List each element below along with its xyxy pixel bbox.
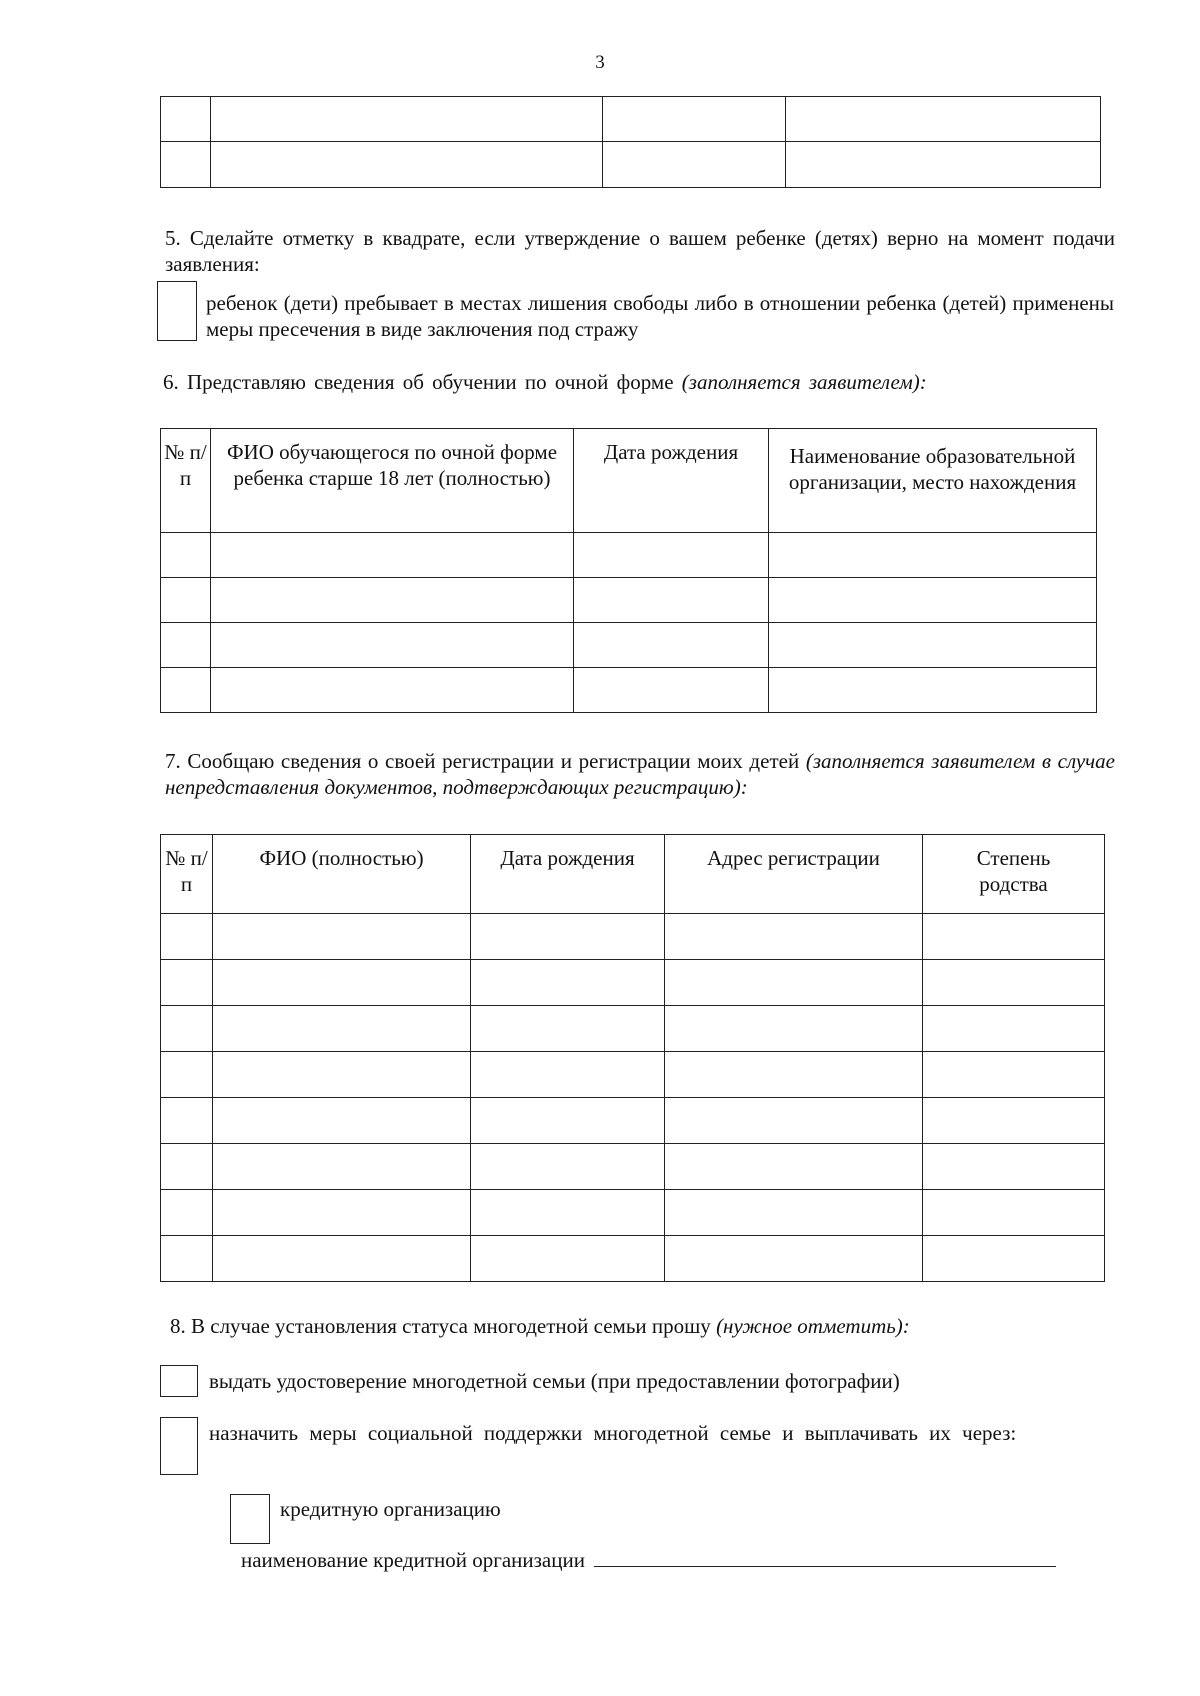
col-header-birth-date: Дата рождения — [574, 429, 769, 533]
table-cell[interactable] — [769, 623, 1097, 668]
table-cell[interactable] — [161, 960, 213, 1006]
table-cell[interactable] — [213, 960, 471, 1006]
table-cell[interactable] — [471, 1190, 665, 1236]
table-cell[interactable] — [213, 1052, 471, 1098]
table-cell[interactable] — [665, 1006, 923, 1052]
table-row — [161, 914, 1105, 960]
table-cell[interactable] — [665, 1190, 923, 1236]
item8-text: 8. В случае установления статуса многодетной семьи прошу — [170, 1314, 717, 1338]
table-cell[interactable] — [665, 1144, 923, 1190]
table-cell[interactable] — [923, 914, 1105, 960]
table-row — [161, 668, 1097, 713]
table-cell[interactable] — [213, 1236, 471, 1282]
table-cell[interactable] — [471, 914, 665, 960]
table-cell[interactable] — [665, 1236, 923, 1282]
table-cell[interactable] — [471, 1236, 665, 1282]
table-cell[interactable] — [211, 142, 603, 188]
table-cell[interactable] — [161, 1006, 213, 1052]
table-cell[interactable] — [161, 1098, 213, 1144]
table-cell[interactable] — [769, 668, 1097, 713]
table-row — [161, 578, 1097, 623]
item5-text: 5. Сделайте отметку в квадрате, если утверждение о вашем ребенке (детях) верно на момент подачи заявления: — [165, 226, 1115, 276]
table-cell[interactable] — [161, 142, 211, 188]
item7-heading — [165, 748, 1115, 800]
item8-heading — [170, 1313, 1120, 1339]
table-cell[interactable] — [769, 533, 1097, 578]
table-cell[interactable] — [211, 578, 574, 623]
study-table — [160, 428, 1097, 713]
table-cell[interactable] — [161, 914, 213, 960]
table-cell[interactable] — [923, 1052, 1105, 1098]
option2-label: назначить меры социальной поддержки многодетной семье и выплачивать их через: — [209, 1421, 1017, 1445]
table-cell[interactable] — [665, 1052, 923, 1098]
table-cell[interactable] — [213, 1006, 471, 1052]
table-cell[interactable] — [603, 142, 786, 188]
table-cell[interactable] — [161, 97, 211, 142]
table-cell[interactable] — [213, 914, 471, 960]
col-header-birth-date: Дата рождения — [471, 835, 665, 914]
table-cell[interactable] — [665, 1098, 923, 1144]
table-cell[interactable] — [161, 668, 211, 713]
table-row — [161, 1052, 1105, 1098]
table-cell[interactable] — [923, 960, 1105, 1006]
bank-checkbox[interactable] — [230, 1494, 270, 1544]
bank-name-label: наименование кредитной организации — [241, 1548, 585, 1572]
bank-option-label: кредитную организацию — [280, 1497, 501, 1521]
table-cell[interactable] — [786, 142, 1101, 188]
table-cell[interactable] — [923, 1098, 1105, 1144]
table-cell[interactable] — [603, 97, 786, 142]
table-cell[interactable] — [213, 1098, 471, 1144]
item6-note: (заполняется заявителем): — [681, 370, 927, 394]
table-cell[interactable] — [161, 1144, 213, 1190]
table-cell[interactable] — [211, 533, 574, 578]
item5-checkbox[interactable] — [157, 281, 197, 341]
table-cell[interactable] — [923, 1144, 1105, 1190]
top-table — [160, 96, 1101, 188]
col-header-institution: Наименование образовательной организации, место нахождения — [769, 429, 1097, 533]
table-cell[interactable] — [161, 623, 211, 668]
table-cell[interactable] — [471, 1052, 665, 1098]
table-cell[interactable] — [665, 960, 923, 1006]
col-header-address: Адрес регистрации — [665, 835, 923, 914]
table-row — [161, 960, 1105, 1006]
option1-label: выдать удостоверение многодетной семьи (при предоставлении фотографии) — [209, 1369, 900, 1393]
table-row — [161, 1006, 1105, 1052]
table-cell[interactable] — [471, 1098, 665, 1144]
table-row — [161, 623, 1097, 668]
table-cell[interactable] — [665, 914, 923, 960]
registration-table — [160, 834, 1105, 1282]
col-header-number: № п/п — [161, 429, 211, 533]
table-row — [161, 533, 1097, 578]
table-cell[interactable] — [161, 1052, 213, 1098]
table-row — [161, 1236, 1105, 1282]
col-header-full-name: ФИО обучающегося по очной форме ребенка старше 18 лет (полностью) — [211, 429, 574, 533]
item6-text: 6. Представляю сведения об обучении по очной форме — [163, 370, 682, 394]
table-cell[interactable] — [574, 578, 769, 623]
table-cell[interactable] — [923, 1236, 1105, 1282]
table-cell[interactable] — [471, 1144, 665, 1190]
option2-checkbox[interactable] — [160, 1417, 198, 1475]
table-cell[interactable] — [161, 1236, 213, 1282]
item6-heading — [163, 369, 1113, 395]
table-cell[interactable] — [574, 668, 769, 713]
table-cell[interactable] — [161, 533, 211, 578]
table-row — [161, 1190, 1105, 1236]
item8-note: (нужное отметить): — [716, 1314, 910, 1338]
table-cell[interactable] — [161, 1190, 213, 1236]
table-row — [161, 1098, 1105, 1144]
item7-text: 7. Сообщаю сведения о своей регистрации и регистрации моих детей — [165, 749, 806, 773]
table-cell[interactable] — [769, 578, 1097, 623]
table-cell[interactable] — [213, 1144, 471, 1190]
page-number: 3 — [595, 52, 605, 73]
table-cell[interactable] — [471, 960, 665, 1006]
bank-name-input[interactable] — [594, 1546, 1056, 1567]
table-cell[interactable] — [211, 668, 574, 713]
table-cell[interactable] — [471, 1006, 665, 1052]
item5-checkbox-label: ребенок (дети) пребывает в местах лишения свободы либо в отношении ребенка (детей) применены меры пресечения в виде заключения под стражу — [206, 291, 1114, 341]
table-row — [161, 1144, 1105, 1190]
table-cell[interactable] — [574, 533, 769, 578]
table-cell[interactable] — [213, 1190, 471, 1236]
table-cell[interactable] — [923, 1006, 1105, 1052]
table-cell[interactable] — [161, 578, 211, 623]
option1-checkbox[interactable] — [160, 1365, 198, 1397]
table-cell[interactable] — [574, 623, 769, 668]
col-header-full-name: ФИО (полностью) — [213, 835, 471, 914]
col-header-relationship: Степень родства — [923, 835, 1105, 914]
table-cell[interactable] — [786, 97, 1101, 142]
item7-note: (заполняется заявителем в случае непредставления документов, подтверждающих регистрацию): — [165, 749, 1115, 799]
table-cell[interactable] — [211, 623, 574, 668]
table-cell[interactable] — [923, 1190, 1105, 1236]
col-header-number: № п/п — [161, 835, 213, 914]
table-cell[interactable] — [211, 97, 603, 142]
bank-name-row — [241, 1546, 1121, 1573]
